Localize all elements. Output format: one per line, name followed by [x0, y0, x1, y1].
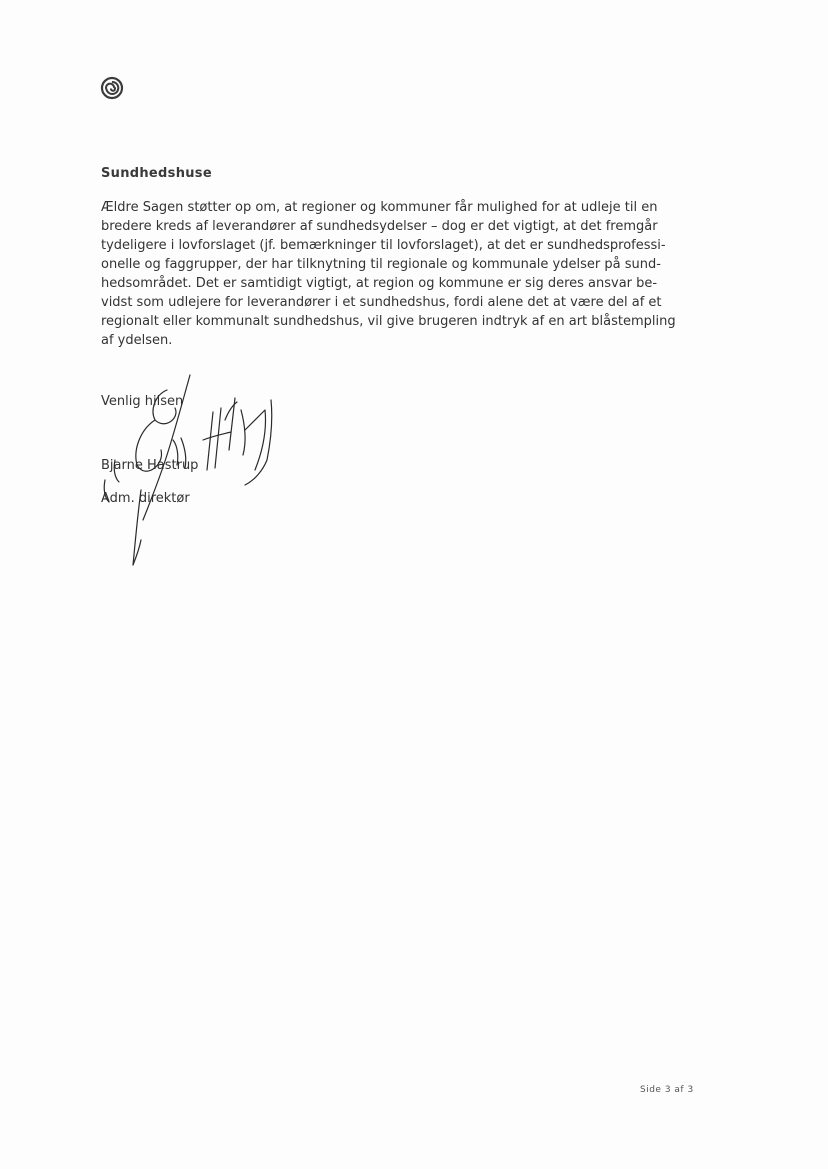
paragraph-line: onelle og faggrupper, der har tilknytning til regionale og kommunale ydelser på sund- — [101, 257, 661, 272]
page-number: Side 3 af 3 — [640, 1085, 694, 1095]
closing-greeting: Venlig hilsen — [101, 394, 184, 409]
paragraph-line: hedsområdet. Det er samtidigt vigtigt, at region og kommune er sig deres ansvar be- — [101, 276, 658, 291]
spiral-logo-icon — [99, 75, 125, 101]
paragraph-line: vidst som udlejere for leverandører i et sundhedshus, fordi alene det at være del af et — [101, 295, 662, 310]
paragraph-line: Ældre Sagen støtter op om, at regioner og kommuner får mulighed for at udleje til en — [101, 200, 658, 215]
signer-title: Adm. direktør — [101, 491, 190, 506]
body-paragraph — [101, 198, 701, 350]
signer-name: Bjarne Hastrup — [101, 458, 199, 473]
handwritten-signature — [95, 370, 295, 570]
paragraph-line: regionalt eller kommunalt sundhedshus, vil give brugeren indtryk af en art blåstempling — [101, 314, 676, 329]
paragraph-line: tydeligere i lovforslaget (jf. bemærkninger til lovforslaget), at det er sundhedsprofessi- — [101, 238, 666, 253]
paragraph-line: bredere kreds af leverandører af sundhedsydelser – dog er det vigtigt, at det fremgår — [101, 219, 658, 234]
section-heading: Sundhedshuse — [101, 166, 212, 181]
paragraph-line: af ydelsen. — [101, 333, 173, 348]
